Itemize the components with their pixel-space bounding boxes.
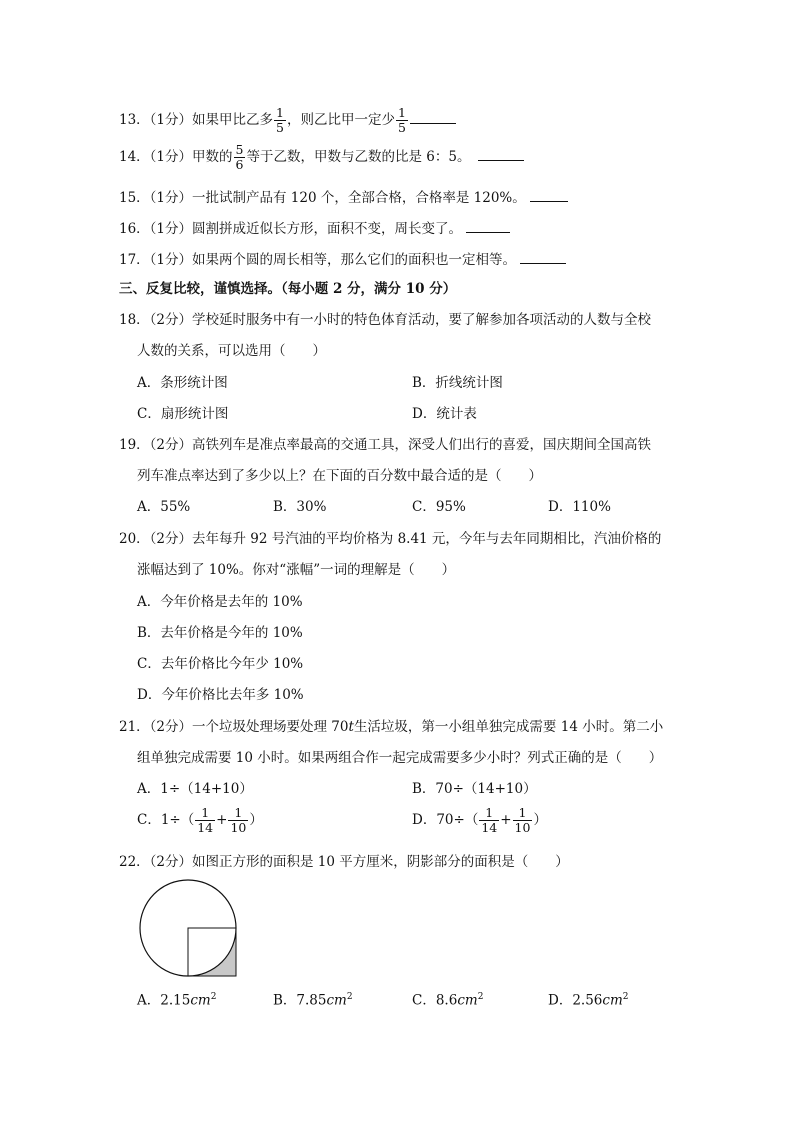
question-20-cont: 涨幅达到了 10%。你对“涨幅”一词的理解是（ ） bbox=[137, 562, 456, 578]
exponent: 2 bbox=[477, 992, 484, 1002]
denominator: 5 bbox=[397, 120, 406, 135]
fraction bbox=[513, 806, 533, 835]
numerator: 1 bbox=[228, 806, 248, 821]
question-21-cont: 组单独完成需要 10 小时。如果两组合作一起完成需要多少小时？列式正确的是（ ） bbox=[137, 750, 663, 766]
option-text: C．8.6 bbox=[412, 992, 458, 1009]
answer-blank[interactable] bbox=[530, 187, 568, 202]
question-number: 14．（1分） bbox=[119, 149, 193, 165]
exponent: 2 bbox=[622, 992, 629, 1002]
option-text: D．70÷（ bbox=[412, 812, 479, 828]
question-18-cont: 人数的关系，可以选用（ ） bbox=[137, 343, 326, 359]
answer-blank[interactable] bbox=[478, 146, 524, 161]
fraction bbox=[396, 106, 408, 135]
question-16 bbox=[119, 218, 510, 238]
option-c[interactable]: C．95% bbox=[412, 499, 466, 515]
fraction bbox=[195, 806, 215, 835]
option-d[interactable]: D．统计表 bbox=[412, 406, 477, 422]
answer-blank[interactable] bbox=[520, 249, 566, 264]
close-paren: ） bbox=[533, 812, 547, 828]
option-text: B．7.85 bbox=[273, 992, 327, 1009]
numerator: 1 bbox=[276, 105, 284, 120]
option-d[interactable] bbox=[548, 988, 629, 1010]
option-b[interactable]: B．30% bbox=[273, 499, 327, 515]
option-a[interactable]: A．条形统计图 bbox=[137, 375, 228, 391]
numerator: 1 bbox=[513, 806, 533, 821]
option-a[interactable] bbox=[137, 988, 216, 1010]
option-a[interactable]: A．1÷（14+10） bbox=[137, 781, 253, 797]
denominator: 14 bbox=[197, 820, 214, 835]
question-text: 甲数的 bbox=[192, 149, 233, 165]
question-22: 22．（2分）如图正方形的面积是 10 平方厘米，阴影部分的面积是（ ） bbox=[119, 854, 569, 870]
question-17 bbox=[119, 249, 566, 269]
numerator: 1 bbox=[195, 806, 215, 821]
close-paren: ） bbox=[249, 812, 263, 828]
plus-sign: + bbox=[500, 812, 512, 828]
denominator: 6 bbox=[235, 157, 244, 172]
exponent: 2 bbox=[210, 992, 217, 1002]
fraction bbox=[479, 806, 499, 835]
answer-blank[interactable] bbox=[466, 218, 510, 233]
unit: cm bbox=[326, 992, 347, 1009]
section-heading: 三、反复比较，谨慎选择。（每小题 2 分，满分 10 分） bbox=[119, 281, 457, 297]
question-14 bbox=[119, 143, 524, 172]
answer-blank[interactable] bbox=[410, 109, 456, 124]
fraction bbox=[228, 806, 248, 835]
option-b[interactable] bbox=[273, 988, 353, 1010]
question-19: 19．（2分）高铁列车是准点率最高的交通工具，深受人们出行的喜爱，国庆期间全国高铁 bbox=[119, 437, 652, 453]
option-b[interactable]: B．去年价格是今年的 10% bbox=[137, 625, 303, 641]
question-number: 13．（1分） bbox=[119, 112, 193, 128]
option-b[interactable]: B．折线统计图 bbox=[412, 375, 503, 391]
option-text: D．2.56 bbox=[548, 992, 603, 1009]
denominator: 14 bbox=[481, 820, 498, 835]
option-a[interactable]: A．55% bbox=[137, 499, 191, 515]
question-15 bbox=[119, 187, 568, 207]
question-text: ，则乙比甲一定少 bbox=[286, 112, 395, 128]
question-text: 15．（1分）一批试制产品有 120 个，全部合格，合格率是 120%。 bbox=[119, 190, 526, 206]
fraction bbox=[234, 143, 246, 172]
numerator: 1 bbox=[479, 806, 499, 821]
question-text: 17．（1分）如果两个圆的周长相等，那么它们的面积也一定相等。 bbox=[119, 252, 517, 268]
option-c[interactable] bbox=[412, 988, 483, 1010]
option-d[interactable]: D．110% bbox=[548, 499, 611, 515]
option-text: A．2.15 bbox=[137, 992, 191, 1009]
option-text: C．1÷（ bbox=[137, 812, 195, 828]
circle-square-figure bbox=[134, 878, 242, 980]
denominator: 10 bbox=[230, 820, 247, 835]
question-text: 等于乙数，甲数与乙数的比是 6：5。 bbox=[246, 149, 471, 165]
question-20: 20．（2分）去年每升 92 号汽油的平均价格为 8.41 元，今年与去年同期相比，汽油价格的 bbox=[119, 531, 662, 547]
option-a[interactable]: A．今年价格是去年的 10% bbox=[137, 594, 303, 610]
numerator: 1 bbox=[397, 105, 406, 120]
numerator: 5 bbox=[235, 142, 244, 157]
option-c[interactable]: C．扇形统计图 bbox=[137, 406, 229, 422]
unit: cm bbox=[457, 992, 478, 1009]
denominator: 5 bbox=[276, 120, 284, 135]
option-d[interactable]: D．今年价格比去年多 10% bbox=[137, 687, 304, 703]
question-text: 16．（1分）圆割拼成近似长方形，面积不变，周长变了。 bbox=[119, 221, 463, 237]
question-text: 如果甲比乙多 bbox=[192, 112, 274, 128]
unit: cm bbox=[190, 992, 211, 1009]
question-text: 21．（2分）一个垃圾处理场要处理 70 bbox=[119, 719, 349, 735]
unit-t: t bbox=[348, 719, 354, 735]
question-21 bbox=[119, 718, 663, 736]
denominator: 10 bbox=[514, 820, 531, 835]
option-d[interactable] bbox=[412, 806, 547, 835]
exponent: 2 bbox=[346, 992, 353, 1002]
fraction bbox=[274, 106, 286, 135]
option-c[interactable] bbox=[137, 806, 263, 835]
option-c[interactable]: C．去年价格比今年少 10% bbox=[137, 656, 304, 672]
question-19-cont: 列车准点率达到了多少以上？在下面的百分数中最合适的是（ ） bbox=[137, 468, 542, 484]
option-b[interactable]: B．70÷（14+10） bbox=[412, 781, 537, 797]
question-text: 生活垃圾，第一小组单独完成需要 14 小时。第二小 bbox=[353, 719, 664, 735]
unit: cm bbox=[602, 992, 623, 1009]
question-13 bbox=[119, 106, 456, 135]
plus-sign: + bbox=[216, 812, 228, 828]
question-18: 18．（2分）学校延时服务中有一小时的特色体育活动，要了解参加各项活动的人数与全校 bbox=[119, 312, 652, 328]
